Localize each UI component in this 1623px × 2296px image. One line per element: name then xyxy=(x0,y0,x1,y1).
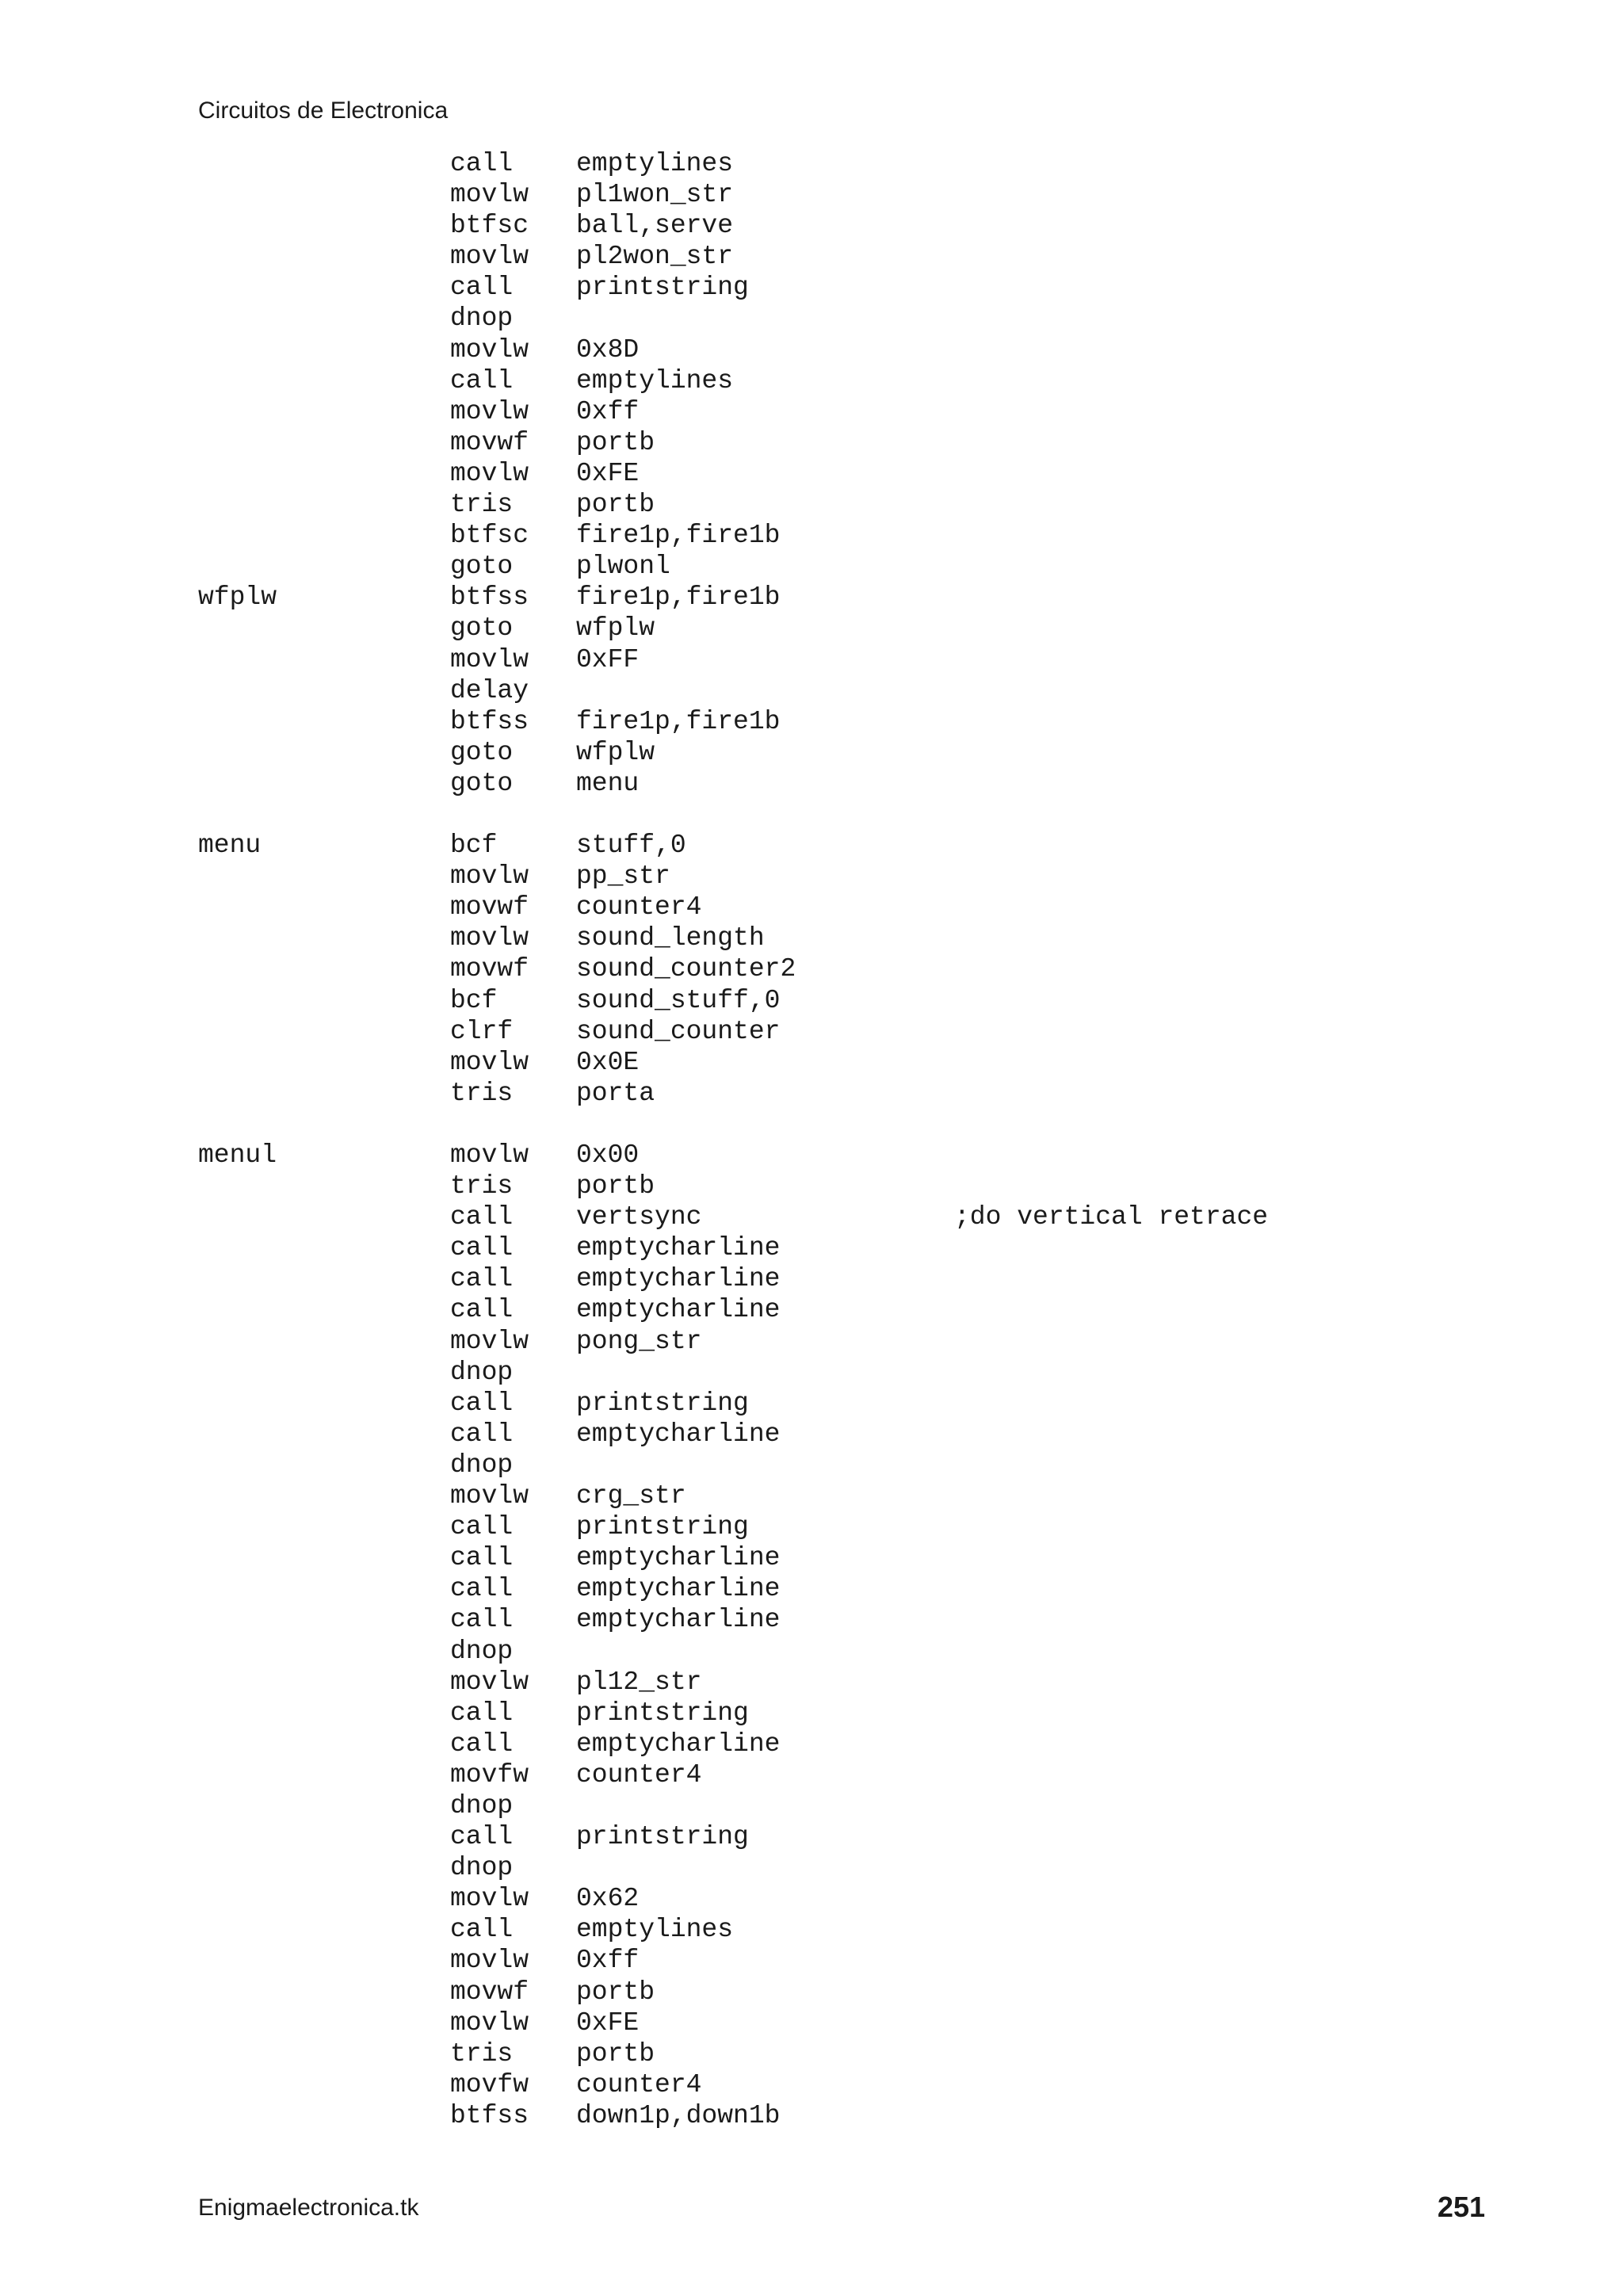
code-line xyxy=(0,706,1623,737)
code-line xyxy=(0,458,1623,489)
code-line xyxy=(0,1232,1623,1263)
code-mnemonic: delay xyxy=(450,675,529,705)
code-mnemonic: tris xyxy=(450,490,514,520)
code-line xyxy=(0,2038,1623,2069)
code-mnemonic: movwf xyxy=(450,954,529,984)
code-line xyxy=(0,1171,1623,1201)
code-line xyxy=(0,1201,1623,1232)
code-mnemonic: movlw xyxy=(450,1140,529,1170)
code-line xyxy=(0,861,1623,892)
code-line xyxy=(0,1047,1623,1078)
code-operand: 0x00 xyxy=(576,1140,640,1170)
code-mnemonic: goto xyxy=(450,613,514,644)
code-mnemonic: btfss xyxy=(450,706,529,736)
code-line xyxy=(0,985,1623,1016)
code-mnemonic: call xyxy=(450,1543,514,1573)
code-line xyxy=(0,489,1623,520)
code-line xyxy=(0,1480,1623,1511)
code-operand: pong_str xyxy=(576,1326,702,1356)
code-mnemonic: dnop xyxy=(450,1357,514,1387)
code-operand: printstring xyxy=(576,1822,749,1852)
code-operand: sound_length xyxy=(576,923,765,953)
code-operand: portb xyxy=(576,1171,655,1201)
code-operand: emptycharline xyxy=(576,1264,781,1294)
code-line xyxy=(0,1450,1623,1480)
code-mnemonic: movlw xyxy=(450,1047,529,1077)
code-mnemonic: movlw xyxy=(450,2008,529,2038)
code-operand: emptycharline xyxy=(576,1605,781,1635)
code-operand: fire1p,fire1b xyxy=(576,706,781,736)
code-operand: 0xFF xyxy=(576,644,640,674)
code-operand: menu xyxy=(576,768,640,798)
code-line xyxy=(0,2100,1623,2131)
code-line xyxy=(0,427,1623,458)
code-line xyxy=(0,1573,1623,1604)
assembly-code-listing xyxy=(0,148,1623,2131)
code-mnemonic: movlw xyxy=(450,1481,529,1511)
code-mnemonic: call xyxy=(450,1698,514,1728)
code-line xyxy=(0,1698,1623,1729)
code-line xyxy=(0,303,1623,334)
code-operand: counter4 xyxy=(576,892,702,923)
code-mnemonic: call xyxy=(450,1915,514,1945)
code-operand: counter4 xyxy=(576,2069,702,2099)
code-mnemonic: movlw xyxy=(450,644,529,674)
code-mnemonic: call xyxy=(450,273,514,303)
code-mnemonic: movlw xyxy=(450,861,529,892)
code-line xyxy=(0,1604,1623,1635)
code-mnemonic: call xyxy=(450,1822,514,1852)
code-operand: 0x0E xyxy=(576,1047,640,1077)
code-operand: 0x8D xyxy=(576,334,640,365)
code-line xyxy=(0,799,1623,830)
code-line xyxy=(0,2008,1623,2038)
code-mnemonic: bcf xyxy=(450,831,498,861)
code-mnemonic: goto xyxy=(450,768,514,798)
code-line xyxy=(0,1263,1623,1294)
code-operand: plwonl xyxy=(576,552,670,582)
code-operand: 0xFE xyxy=(576,458,640,488)
code-line xyxy=(0,892,1623,923)
code-line xyxy=(0,737,1623,768)
code-mnemonic: movlw xyxy=(450,458,529,488)
code-operand: emptycharline xyxy=(576,1419,781,1449)
code-operand: stuff,0 xyxy=(576,831,686,861)
code-mnemonic: movfw xyxy=(450,1759,529,1790)
code-mnemonic: btfss xyxy=(450,583,529,613)
code-line xyxy=(0,1294,1623,1325)
code-mnemonic: movlw xyxy=(450,1884,529,1914)
code-line xyxy=(0,1419,1623,1450)
code-mnemonic: tris xyxy=(450,1171,514,1201)
code-line xyxy=(0,1016,1623,1047)
code-mnemonic: tris xyxy=(450,1078,514,1108)
code-operand: down1p,down1b xyxy=(576,2100,781,2130)
code-line xyxy=(0,1914,1623,1945)
code-operand: sound_counter2 xyxy=(576,954,796,984)
code-mnemonic: call xyxy=(450,149,514,178)
code-operand: printstring xyxy=(576,1388,749,1418)
code-line xyxy=(0,1790,1623,1821)
code-mnemonic: goto xyxy=(450,552,514,582)
code-line xyxy=(0,675,1623,706)
code-operand: ball,serve xyxy=(576,211,734,241)
code-operand: crg_str xyxy=(576,1481,686,1511)
code-mnemonic: movlw xyxy=(450,396,529,426)
code-line xyxy=(0,1511,1623,1542)
code-operand: pp_str xyxy=(576,861,670,892)
code-operand: portb xyxy=(576,490,655,520)
code-operand: wfplw xyxy=(576,737,655,767)
code-line xyxy=(0,241,1623,272)
code-operand: emptylines xyxy=(576,1915,734,1945)
code-mnemonic: call xyxy=(450,1512,514,1542)
code-mnemonic: btfsc xyxy=(450,211,529,241)
code-line xyxy=(0,272,1623,303)
code-line xyxy=(0,551,1623,582)
code-operand: pl1won_str xyxy=(576,180,734,210)
code-mnemonic: call xyxy=(450,1233,514,1263)
code-label: wfplw xyxy=(198,583,277,613)
code-mnemonic: movlw xyxy=(450,242,529,272)
code-operand: wfplw xyxy=(576,613,655,644)
code-operand: emptylines xyxy=(576,149,734,178)
code-mnemonic: movwf xyxy=(450,427,529,457)
code-line xyxy=(0,644,1623,675)
code-operand: emptycharline xyxy=(576,1729,781,1759)
code-mnemonic: clrf xyxy=(450,1016,514,1046)
code-line xyxy=(0,210,1623,241)
code-mnemonic: btfss xyxy=(450,2100,529,2130)
code-mnemonic: bcf xyxy=(450,985,498,1015)
code-line xyxy=(0,830,1623,861)
code-mnemonic: movlw xyxy=(450,334,529,365)
code-line xyxy=(0,1759,1623,1790)
code-mnemonic: call xyxy=(450,1388,514,1418)
code-line xyxy=(0,2069,1623,2100)
code-line xyxy=(0,1883,1623,1914)
code-operand: 0xff xyxy=(576,396,640,426)
code-operand: 0x62 xyxy=(576,1884,640,1914)
code-line xyxy=(0,613,1623,644)
code-line xyxy=(0,923,1623,953)
code-mnemonic: movwf xyxy=(450,1977,529,2007)
code-mnemonic: call xyxy=(450,1574,514,1604)
code-mnemonic: call xyxy=(450,1729,514,1759)
code-mnemonic: tris xyxy=(450,2038,514,2069)
code-line xyxy=(0,768,1623,799)
code-line xyxy=(0,148,1623,179)
code-operand: 0xff xyxy=(576,1946,640,1976)
code-mnemonic: movfw xyxy=(450,2069,529,2099)
code-operand: sound_stuff,0 xyxy=(576,985,781,1015)
code-label: menul xyxy=(198,1140,277,1170)
code-line xyxy=(0,1729,1623,1759)
code-mnemonic: dnop xyxy=(450,304,514,334)
code-line xyxy=(0,179,1623,210)
code-line xyxy=(0,1852,1623,1883)
code-operand: printstring xyxy=(576,1512,749,1542)
code-operand: vertsync xyxy=(576,1202,702,1232)
code-mnemonic: call xyxy=(450,1605,514,1635)
code-mnemonic: dnop xyxy=(450,1636,514,1666)
code-line xyxy=(0,396,1623,427)
code-operand: pl2won_str xyxy=(576,242,734,272)
code-operand: portb xyxy=(576,427,655,457)
code-line xyxy=(0,582,1623,613)
code-line xyxy=(0,520,1623,551)
code-operand: printstring xyxy=(576,273,749,303)
code-operand: pl12_str xyxy=(576,1667,702,1697)
code-mnemonic: call xyxy=(450,1419,514,1449)
code-mnemonic: dnop xyxy=(450,1853,514,1883)
code-line xyxy=(0,1326,1623,1357)
code-mnemonic: call xyxy=(450,1295,514,1325)
code-line xyxy=(0,1977,1623,2008)
page-number: 251 xyxy=(1437,2191,1485,2223)
code-operand: emptycharline xyxy=(576,1543,781,1573)
code-line xyxy=(0,953,1623,984)
code-line xyxy=(0,334,1623,365)
code-mnemonic: goto xyxy=(450,737,514,767)
code-operand: emptycharline xyxy=(576,1574,781,1604)
code-comment: ;do vertical retrace xyxy=(954,1202,1269,1232)
code-line xyxy=(0,1357,1623,1388)
page-header-title: Circuitos de Electronica xyxy=(198,97,449,124)
code-operand: emptycharline xyxy=(576,1295,781,1325)
code-mnemonic: movlw xyxy=(450,1946,529,1976)
code-operand: portb xyxy=(576,1977,655,2007)
code-operand: 0xFE xyxy=(576,2008,640,2038)
code-line xyxy=(0,365,1623,396)
code-line xyxy=(0,1821,1623,1852)
code-operand: counter4 xyxy=(576,1759,702,1790)
code-mnemonic: movlw xyxy=(450,1326,529,1356)
code-line xyxy=(0,1388,1623,1419)
code-line xyxy=(0,1667,1623,1698)
code-line xyxy=(0,1109,1623,1140)
code-line xyxy=(0,1542,1623,1573)
code-operand: fire1p,fire1b xyxy=(576,521,781,551)
code-mnemonic: movlw xyxy=(450,1667,529,1697)
code-operand: sound_counter xyxy=(576,1016,781,1046)
code-operand: porta xyxy=(576,1078,655,1108)
code-line xyxy=(0,1945,1623,1976)
code-label: menu xyxy=(198,831,262,861)
code-mnemonic: movlw xyxy=(450,923,529,953)
code-mnemonic: movwf xyxy=(450,892,529,923)
code-operand: emptycharline xyxy=(576,1233,781,1263)
code-mnemonic: btfsc xyxy=(450,521,529,551)
code-operand: fire1p,fire1b xyxy=(576,583,781,613)
code-line xyxy=(0,1636,1623,1667)
code-mnemonic: call xyxy=(450,365,514,395)
code-operand: emptylines xyxy=(576,365,734,395)
code-mnemonic: call xyxy=(450,1202,514,1232)
code-line xyxy=(0,1140,1623,1171)
code-mnemonic: dnop xyxy=(450,1790,514,1820)
code-mnemonic: dnop xyxy=(450,1450,514,1480)
footer-site-name: Enigmaelectronica.tk xyxy=(198,2195,419,2221)
code-mnemonic: call xyxy=(450,1264,514,1294)
code-operand: portb xyxy=(576,2038,655,2069)
code-line xyxy=(0,1078,1623,1109)
code-operand: printstring xyxy=(576,1698,749,1728)
code-mnemonic: movlw xyxy=(450,180,529,210)
